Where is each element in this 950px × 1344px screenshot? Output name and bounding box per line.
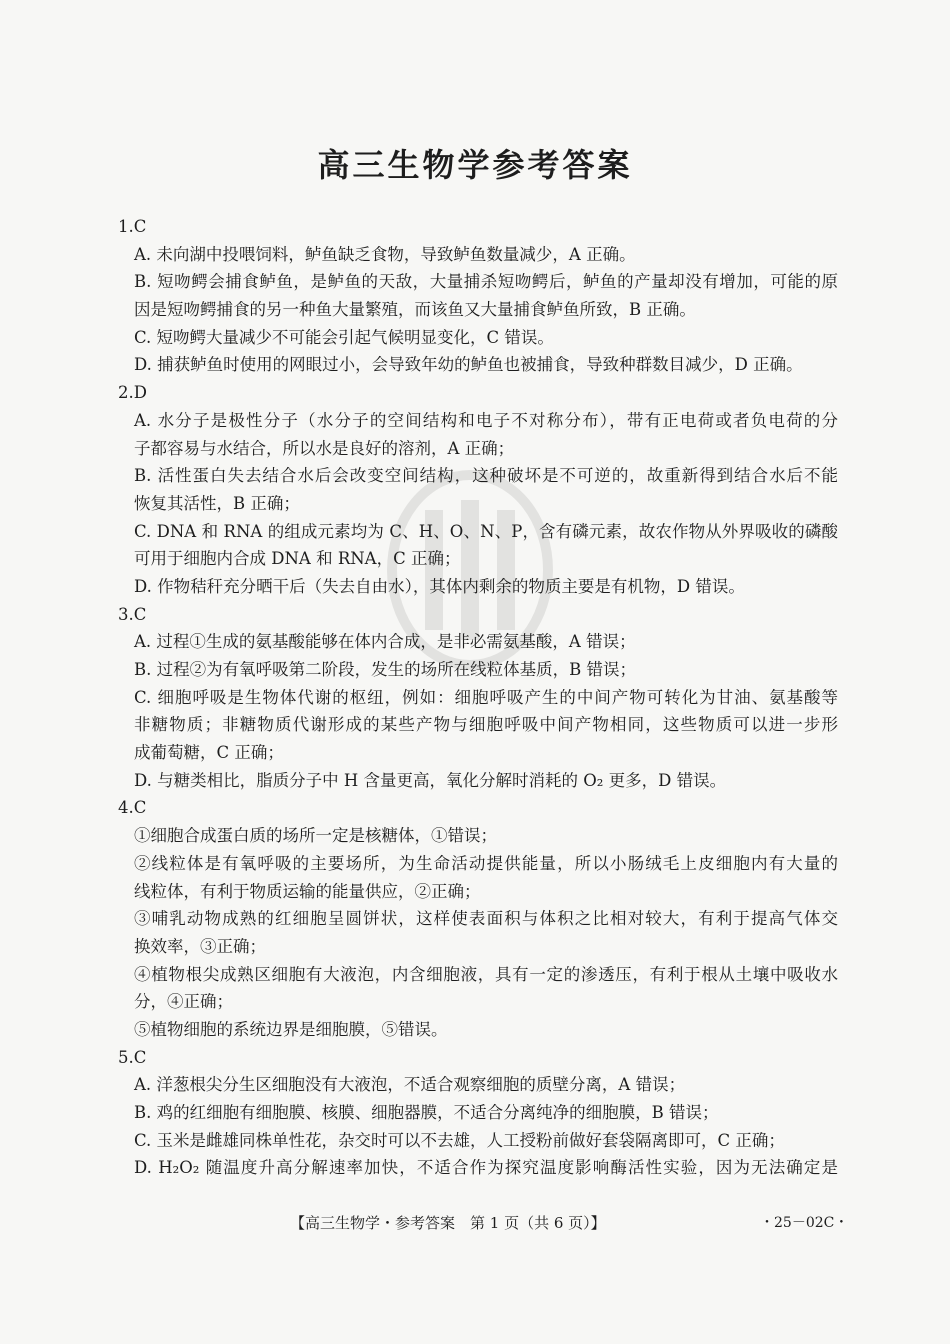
answer-line: B. 活性蛋白失去结合水后会改变空间结构，这种破坏是不可逆的，故重新得到结合水后不能 — [134, 466, 838, 486]
answer-line: ②线粒体是有氧呼吸的主要场所，为生命活动提供能量，所以小肠绒毛上皮细胞内有大量的 — [134, 853, 838, 873]
answer-line: D. 捕获鲈鱼时使用的网眼过小，会导致年幼的鲈鱼也被捕食，导致种群数目减少，D 正确。 — [134, 355, 803, 375]
answer-line: B. 短吻鳄会捕食鲈鱼，是鲈鱼的天敌，大量捕杀短吻鳄后，鲈鱼的产量却没有增加，可能的原 — [134, 272, 838, 292]
question-number: 5.C — [118, 1047, 147, 1067]
answer-line: 因是短吻鳄捕食的另一种鱼大量繁殖，而该鱼又大量捕食鲈鱼所致，B 正确。 — [134, 300, 696, 320]
answer-list — [118, 213, 838, 1182]
answer-line: A. 未向湖中投喂饲料，鲈鱼缺乏食物，导致鲈鱼数量减少，A 正确。 — [134, 244, 636, 264]
answer-line: C. 短吻鳄大量减少不可能会引起气候明显变化，C 错误。 — [134, 327, 554, 347]
answer-line: ①细胞合成蛋白质的场所一定是核糖体，①错误； — [134, 826, 497, 846]
answer-line: B. 鸡的红细胞有细胞膜、核膜、细胞器膜，不适合分离纯净的细胞膜，B 错误； — [134, 1103, 719, 1122]
page-title: 高三生物学参考答案 — [317, 146, 633, 184]
question-number: 1.C — [118, 217, 147, 236]
question-number: 4.C — [118, 798, 147, 818]
answer-line: 换效率，③正确； — [134, 936, 266, 956]
answer-line: 成葡萄糖，C 正确； — [134, 743, 284, 763]
answer-line: D. 作物秸秆充分晒干后（失去自由水），其体内剩余的物质主要是有机物，D 错误。 — [134, 576, 745, 596]
answer-line: B. 过程②为有氧呼吸第二阶段，发生的场所在线粒体基质，B 错误； — [134, 660, 636, 679]
answer-line: ⑤植物细胞的系统边界是细胞膜，⑤错误。 — [134, 1019, 448, 1039]
footer-code: ・25－02C・ — [760, 1215, 849, 1231]
answer-line: A. 洋葱根尖分生区细胞没有大液泡，不适合观察细胞的质壁分离，A 错误； — [134, 1075, 686, 1095]
answer-line: ④植物根尖成熟区细胞有大液泡，内含细胞液，具有一定的渗透压，有利于根从土壤中吸收水 — [134, 964, 838, 984]
question-number: 3.C — [118, 604, 147, 624]
answer-line: C. DNA 和 RNA 的组成元素均为 C、H、O、N、P，含有磷元素，故农作物从外界吸收的磷酸 — [134, 521, 838, 541]
answer-line: 分，④正确； — [134, 992, 233, 1012]
answer-line: A. 过程①生成的氨基酸能够在体内合成，是非必需氨基酸，A 错误； — [134, 632, 636, 652]
answer-line: D. H₂O₂ 随温度升高分解速率加快，不适合作为探究温度影响酶活性实验，因为无法确定是 — [134, 1158, 838, 1178]
answer-line: D. 与糖类相比，脂质分子中 H 含量更高，氧化分解时消耗的 O₂ 更多，D 错误。 — [134, 770, 727, 790]
answer-line: A. 水分子是极性分子（水分子的空间结构和电子不对称分布），带有正电荷或者负电荷的分 — [134, 410, 838, 430]
answer-line: 可用于细胞内合成 DNA 和 RNA，C 正确； — [134, 549, 461, 569]
answer-line: 线粒体，有利于物质运输的能量供应，②正确； — [134, 881, 481, 901]
answer-line: 恢复其活性，B 正确； — [134, 493, 300, 513]
answer-line: C. 玉米是雌雄同株单性花，杂交时可以不去雄，人工授粉前做好套袋隔离即可，C 正确； — [134, 1130, 785, 1150]
answer-line: C. 细胞呼吸是生物体代谢的枢纽，例如：细胞呼吸产生的中间产物可转化为甘油、氨基酸等 — [134, 687, 838, 707]
question-number: 2.D — [118, 383, 147, 403]
answer-line: ③哺乳动物成熟的红细胞呈圆饼状，这样使表面积与体积之比相对较大，有利于提高气体交 — [134, 909, 838, 929]
answer-line: 子都容易与水结合，所以水是良好的溶剂，A 正确； — [134, 438, 515, 458]
footer-page-label: 【高三生物学・参考答案 第 1 页（共 6 页）】 — [290, 1214, 606, 1232]
answer-line: 非糖物质；非糖物质代谢形成的某些产物与细胞呼吸中间产物相同，这些物质可以进一步形 — [134, 715, 838, 735]
